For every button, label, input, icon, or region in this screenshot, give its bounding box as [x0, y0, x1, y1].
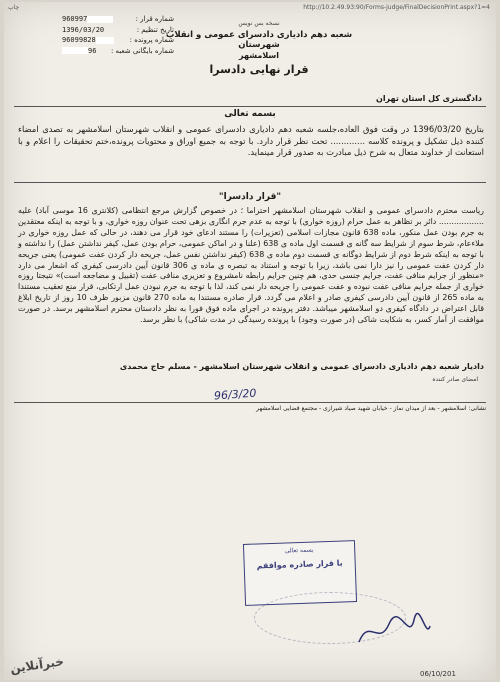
- meta-row-file-no: شماره پرونده : 96099828: [62, 36, 174, 44]
- print-label: چاپ: [8, 4, 20, 11]
- document-title: قرار نهایی دادسرا: [209, 63, 309, 76]
- document-page: [4, 2, 496, 680]
- print-header: [4, 2, 496, 13]
- copy-note: نسخه بس نویس: [238, 20, 280, 27]
- court-branch: شعبه دهم دادیاری دادسرای عمومی و انقلاب شهرستان: [165, 30, 353, 50]
- decision-body: ریاست محترم دادسرای عمومی و انقلاب شهرستان اسلامشهر احتراما ؛ در خصوص گزارش مرجع انتظامی (کلانتری 16 موسی آباد) علیه .................. دائر بر تظاهر به عمل حرام (روزه خواری) با توجه به عدم جرم انگاری بزهی تحت عنوان روزه خواری، و با توجه به اینکه معتقدین به جرم بودن عمل منکور، ماده 638 قانون مجازات اسلامی (تعزیرات) را مستند ادعای خود قرار می دهند، در حالی که عمل روزه خواری در ملاءعام، شرط سوم از شرایط سه گانه ی قسمت اول ماده ی 638 (علنا و در اماکن عمومی، حرام بودن عمل، کیفر نداشتن عمل) را نداشته و با توجه به اینکه شرط دوم از شرایط دوگانه ی قسمت دوم ماده ی 638 (کیفر نداشتن نفس عمل، جریحه دار کردن عفت عمومی) یعنی جریحه دار کردن عفت عمومی را نیز دارا نمی باشد، زیرا با توجه و استناد به تبصره ی ماده ی 306 قانون آیین دادرسی کیفری که اشعار می دارد «منظور از جرایم منافی عفت، جرایم جنسی حدی، هم چنین جرایم رابطه نامشروع و تعزیری منافی عفت (تقبیل و مضاجعه است)» نتیجتا روزه خواری از جمله جرایم منافی عفت نبوده و عفت عمومی را جریحه دار نمی کند، لذا با توجه به جرم نبودن عمل ارتکابی، قرار منع تعقیب مستندا به ماده 265 از قانون آیین دادرسی کیفری صادر و اعلام می گردد. قرار صادره مستندا به ماده 270 قانون مزبور ظرف 10 روز از تاریخ ابلاغ قابل اعتراض در دادگاه کیفری دو اسلامشهر میباشد. دفتر پرونده در اجرای ماده فوق فورا به نظر دادستان محترم اسلامشهر برسد. در صورت موافقت از آمار کسر، به شکایت شاکی (در صورت وجود) با پرونده رسیدگی در مدت شاکی) با نظر برسد.: [18, 206, 485, 325]
- divider: [14, 106, 486, 107]
- signature-mark: [354, 612, 434, 652]
- section-title: "قرار دادسرا": [218, 192, 282, 202]
- redaction: [87, 16, 113, 23]
- signer-line: دادیار شعبه دهم دادیاری دادسرای عمومی و انقلاب شهرستان اسلامشهر - مسلم حاج محمدی: [119, 362, 484, 371]
- print-url: http://10.2.49.93:90/Forms-judge/FinalDecisionPrint.aspx?1=4: [303, 4, 490, 11]
- meta-row-date: تاریخ تنظیم : 1396/03/20: [62, 25, 174, 34]
- meta-row-decision-no: شماره قرار : 960997: [62, 15, 174, 23]
- stamp-heading: بسمه تعالی: [284, 546, 314, 555]
- stamp-date: 06/10/201: [420, 670, 456, 678]
- divider: [14, 182, 486, 183]
- watermark-logo: خبرآنلاین: [9, 654, 65, 676]
- stamp-text: با قرار صادره موافقم: [256, 558, 343, 571]
- document-header: [154, 20, 364, 76]
- court-city: اسلامشهر: [238, 51, 280, 60]
- court-name: دادگستری کل استان تهران: [375, 94, 482, 103]
- meta-row-archive-no: شماره بایگانی شعبه : 96: [62, 46, 174, 57]
- intro-paragraph: بتاریخ 1396/03/20 در وقت فوق العاده،جلسه شعبه دهم دادیاری دادسرای عمومی و انقلاب شهرستان اسلامشهر به تصدی امضاء کننده ذیل تشکیل و پرونده کلاسه ............. تحت نظر قرار دارد. با توجه به جمیع اوراق و محتویات پرونده،ختم تحقیقات را اعلام و با استعانت از خداوند متعال به شرح ذیل مبادرت به صدور قرار مینماید.: [18, 124, 485, 157]
- signature-caption: امضای صادر کننده: [432, 376, 478, 383]
- bismillah: بسمه تعالی: [224, 109, 276, 119]
- handwritten-date: 96/3/20: [213, 386, 257, 403]
- redaction: [96, 37, 114, 44]
- address-footer: نشانی: اسلامشهر - بعد از میدان نماز - خیابان شهید صیاد شیرازی - مجتمع قضایی اسلامشهر: [14, 402, 486, 412]
- redaction: [62, 47, 88, 54]
